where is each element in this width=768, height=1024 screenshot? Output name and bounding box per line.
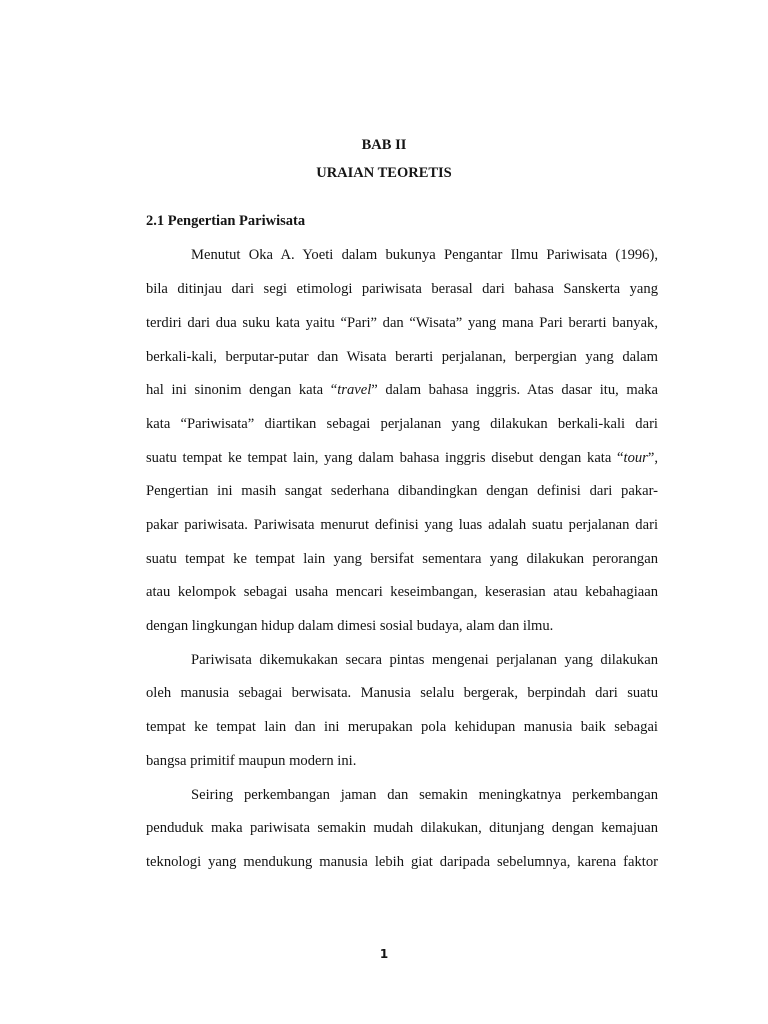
paragraph-2-line-4: bangsa primitif maupun modern ini. bbox=[146, 753, 357, 769]
page-number: 1 bbox=[379, 947, 389, 961]
text-run: hal ini sinonim dengan kata “ bbox=[146, 382, 338, 398]
text-run: ”, bbox=[647, 450, 658, 466]
text-run: suatu tempat ke tempat lain, yang dalam bahasa inggris disebut dengan kata “ bbox=[146, 450, 624, 466]
paragraph-1-line-8: Pengertian ini masih sangat sederhana dibandingkan dengan definisi dari pakar- bbox=[146, 483, 658, 499]
paragraph-1-line-2: bila ditinjau dari segi etimologi pariwisata berasal dari bahasa Sanskerta yang bbox=[146, 281, 658, 297]
paragraph-2-line-1: Pariwisata dikemukakan secara pintas mengenai perjalanan yang dilakukan bbox=[191, 652, 658, 668]
paragraph-1-line-11: atau kelompok sebagai usaha mencari keseimbangan, keserasian atau kebahagiaan bbox=[146, 584, 658, 600]
paragraph-3-line-3: teknologi yang mendukung manusia lebih giat daripada sebelumnya, karena faktor bbox=[146, 854, 658, 870]
paragraph-3-line-2: penduduk maka pariwisata semakin mudah dilakukan, ditunjang dengan kemajuan bbox=[146, 820, 658, 836]
text-run: ” dalam bahasa inggris. Atas dasar itu, maka bbox=[371, 382, 658, 398]
paragraph-2-line-3: tempat ke tempat lain dan ini merupakan pola kehidupan manusia baik sebagai bbox=[146, 719, 658, 735]
paragraph-1-line-10: suatu tempat ke tempat lain yang bersifat sementara yang dilakukan perorangan bbox=[146, 551, 658, 567]
italic-term-travel: travel bbox=[337, 382, 372, 398]
paragraph-1-line-1: Menutut Oka A. Yoeti dalam bukunya Pengantar Ilmu Pariwisata (1996), bbox=[191, 247, 658, 263]
italic-term-tour: tour bbox=[623, 450, 648, 466]
chapter-title: URAIAN TEORETIS bbox=[316, 165, 452, 181]
chapter-heading: BAB II bbox=[361, 137, 407, 153]
paragraph-2-line-2: oleh manusia sebagai berwisata. Manusia selalu bergerak, berpindah dari suatu bbox=[146, 685, 658, 701]
paragraph-1-line-12: dengan lingkungan hidup dalam dimesi sosial budaya, alam dan ilmu. bbox=[146, 618, 554, 634]
paragraph-1-line-5 bbox=[146, 381, 658, 399]
paragraph-1-line-9: pakar pariwisata. Pariwisata menurut definisi yang luas adalah suatu perjalanan dari bbox=[146, 517, 658, 533]
paragraph-1-line-7 bbox=[146, 449, 658, 467]
section-heading: 2.1 Pengertian Pariwisata bbox=[146, 213, 306, 229]
paragraph-1-line-4: berkali-kali, berputar-putar dan Wisata berarti perjalanan, berpergian yang dalam bbox=[146, 349, 658, 365]
paragraph-3-line-1: Seiring perkembangan jaman dan semakin meningkatnya perkembangan bbox=[191, 787, 658, 803]
paragraph-1-line-3: terdiri dari dua suku kata yaitu “Pari” dan “Wisata” yang mana Pari berarti banyak, bbox=[146, 315, 658, 331]
paragraph-1-line-6: kata “Pariwisata” diartikan sebagai perjalanan yang dilakukan berkali-kali dari bbox=[146, 416, 658, 432]
